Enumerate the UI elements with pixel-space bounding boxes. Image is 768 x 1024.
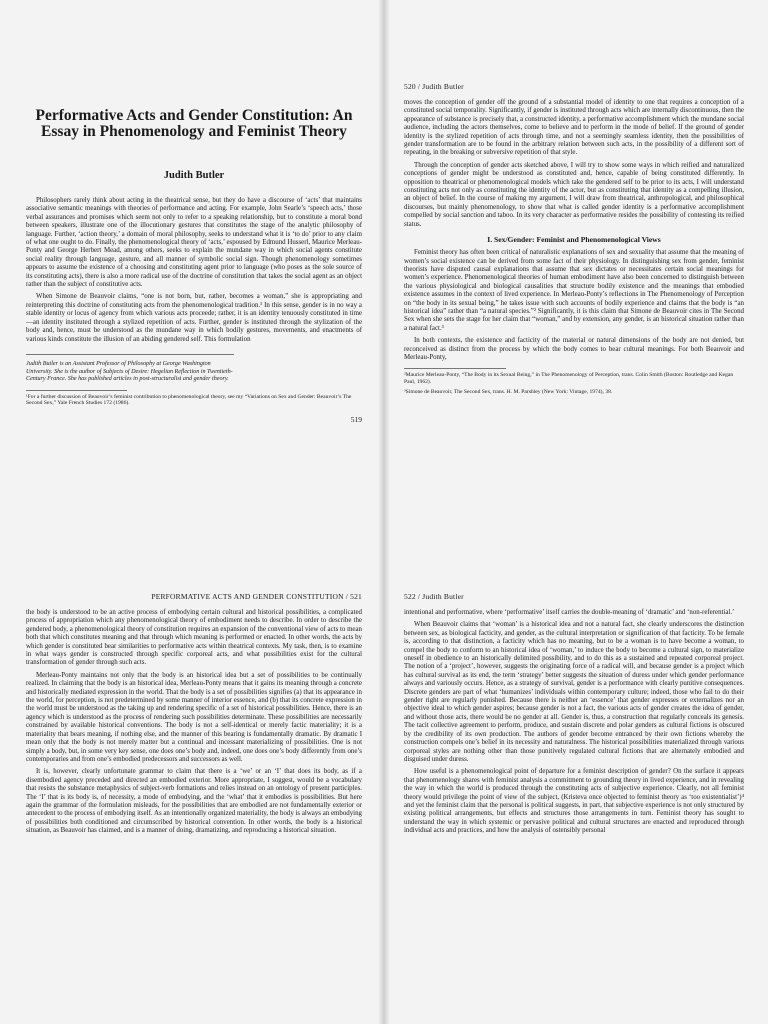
- paragraph: Feminist theory has often been critical of naturalistic explanations of sex and sexuality that assume that the meaning of women’s social existence can be derived from some fact of their physiology. In distinguishing sex from gender, feminist theorists have disputed causal explanations that assume that sex dictates or necessitates certain social meanings for women’s experience. Phenomenological theories of human embodiment have also been concerned to distinguish between the various physiological and biological causalities that structure bodily existence and the meanings that embodied existence assumes in the context of lived experience. In Merleau-Ponty’s reflections in The Phenomenology of Perception on “the body in its sexual being,” he takes issue with such accounts of bodily experience and claims that the body is “an historical idea” rather than “a natural species.”² Significantly, it is this claim that Simone de Beauvoir cites in The Second Sex when she sets the stage for her claim that “woman,” and by extension, any gender, is an historical situation rather than a natural fact.³: [404, 249, 744, 332]
- body-text: [404, 99, 744, 229]
- footnote-rule: [26, 390, 127, 391]
- article-title: Performative Acts and Gender Constitution: An Essay in Phenomenology and Feminist Theory: [35, 107, 353, 140]
- running-head: 520 / Judith Butler: [404, 82, 464, 91]
- page-520: [384, 0, 768, 510]
- paragraph: Through the conception of gender acts sketched above, I will try to show some ways in which reified and naturalized conceptions of gender might be understood as constituted and, hence, capable of being constituted differently. In opposition to theatrical or phenomenological models which take the gendered self to be prior to its acts, I will understand constituting acts not only as constituting the identity of the actor, but as constituting that identity as a compelling illusion, an object of belief. In the course of making my argument, I will draw from theatrical, anthropological, and philosophical discourses, but mainly phenomenology, to show that what is called gender identity is a performative accomplishment compelled by social sanction and taboo. In its very character as performative resides the possibility of contesting its reified status.: [404, 161, 744, 228]
- page-519: [0, 0, 384, 510]
- body-text: [26, 197, 362, 344]
- page-number: 519: [350, 415, 362, 425]
- paragraph: moves the conception of gender off the ground of a substantial model of identity to one that requires a conception of a constituted social temporality. Significantly, if gender is instituted through acts which are internally discontinuous, then the appearance of substance is precisely that, a constructed identity, a performative accomplishment which the mundane social audience, including the actors themselves, come to believe and to perform in the mode of belief. If the ground of gender identity is the stylized repetition of acts through time, and not a seemingly seamless identity, then the possibilities of gender transformation are to be found in the arbitrary relation between such acts, in the possibility of a different sort of repeating, in the breaking or subversive repetition of that style.: [404, 99, 744, 157]
- footnote: ¹For a further discussion of Beauvoir’s feminist contribution to phenomenological theory, see my “Variations on Sex and Gender: Beauvoir’s The Second Sex,” Yale French Studies 172 (1986).: [26, 393, 352, 407]
- paragraph: It is, however, clearly unfortunate grammar to claim that there is a ‘we’ or an ‘I’ that does its body, as if a disembodied agency preceded and directed an embodied exterior. More appropriate, I suggest, would be a vocabulary that resists the substance metaphysics of subject-verb formations and relies instead on an ontology of present participles. The ‘I’ that is its body is, of necessity, a mode of embodying, and the ‘what’ that it embodies is possibilities. But here again the grammar of the formulation misleads, for the possibilities that are embodied are not fundamentally exterior or antecedent to the process of embodying itself. As an intentionally organized materiality, the body is always an embodying of possibilities both conditioned and circumscribed by historical convention. In other words, the body is a historical situation, as Beauvoir has claimed, and is a manner of doing, dramatizing, and reproducing a historical situation.: [26, 768, 362, 835]
- paragraph: intentional and performative, where ‘performative’ itself carries the double-meaning of ‘dramatic’ and ‘non-referential.’: [404, 609, 735, 616]
- body-text: [404, 249, 744, 362]
- article-author: Judith Butler: [163, 170, 225, 181]
- paragraph: When Beauvoir claims that ‘woman’ is a historical idea and not a natural fact, she clearly underscores the distinction between sex, as biological facticity, and gender, as the cultural interpretation or signification of that facticity. To be female is, according to that distinction, a facticity which has no meaning, but to be a woman is to have become a woman, to compel the body to conform to an historical idea of ‘woman,’ to induce the body to become a cultural sign, to materialize oneself in obedience to an historically delimited possibility, and to do this as a sustained and repeated corporeal project. The notion of a ‘project’, however, suggests the originating force of a radical will, and because gender is a project which has cultural survival as its end, the term ‘strategy’ better suggests the situation of duress under which gender performance always and variously occurs. Hence, as a strategy of survival, gender is a performance with clearly punitive consequences. Discrete genders are part of what ‘humanizes’ individuals within contemporary culture; indeed, those who fail to do their gender right are regularly punished. Because there is neither an ‘essence’ that gender expresses or externalizes nor an objective ideal to which gender aspires; because gender is not a fact, the various acts of gender creates the idea of gender, and without those acts, there would be no gender at all. Gender is, thus, a construction that regularly conceals its genesis. The tacit collective agreement to perform, produce, and sustain discrete and polar genders as cultural fictions is obscured by the credibility of its own production. The authors of gender become entranced by their own fictions whereby the construction compels one’s belief in its necessity and naturalness. The historical possibilities materialized through various corporeal styles are nothing other than those punitively regulated cultural fictions that are alternately embodied and disguised under duress.: [404, 621, 744, 763]
- paragraph: Merleau-Ponty maintains not only that the body is an historical idea but a set of possibilities to be continually realized. In claiming that the body is an historical idea, Merleau-Ponty means that it gains its meaning through a concrete and historically mediated expression in the world. That the body is a set of possibilities signifies (a) that its appearance in the world, for perception, is not predetermined by some manner of interior essence, and (b) that its concrete expression in the world must be understood as the taking up and rendering specific of a set of historical possibilities. Hence, there is an agency which is understood as the process of rendering such possibilities determinate. These possibilities are necessarily constrained by available historical conventions. The body is not a self-identical or merely factic materiality; it is a materiality that bears meaning, if nothing else, and the manner of this bearing is fundamentally dramatic. By dramatic I mean only that the body is not merely matter but a continual and incessant materializing of possibilities. One is not simply a body, but, in some very key sense, one does one’s body and, indeed, one does one’s body differently from one’s contemporaries and from one’s embodied predecessors and successors as well.: [26, 671, 362, 763]
- paragraph: Philosophers rarely think about acting in the theatrical sense, but they do have a discourse of ‘acts’ that maintains associative semantic meanings with theories of performance and acting. For example, John Searle’s ‘speech acts,’ those verbal assurances and promises which seem not only to refer to a speaking relationship, but to constitute a moral bond between speakers, illustrate one of the illocutionary gestures that constitutes the stage of the analytic philosophy of language. Further, ‘action theory,’ a domain of moral philosophy, seeks to understand what it is ‘to do’ prior to any claim of what one ought to do. Finally, the phenomenological theory of ‘acts,’ espoused by Edmund Husserl, Maurice Merleau-Ponty and George Herbert Mead, among others, seeks to explain the mundane way in which social agents constitute social reality through language, gesture, and all manner of symbolic social sign. Though phenomenology sometimes appears to assume the existence of a choosing and constituting agent prior to language (who poses as the sole source of its constituting acts), there is also a more radical use of the doctrine of constitution that takes the social agent as an object rather than the subject of constitutive acts.: [26, 197, 362, 289]
- paragraph: the body is understood to be an active process of embodying certain cultural and historical possibilities, a complicated process of appropriation which any phenomenological theory of embodiment needs to describe. In order to describe the gendered body, a phenomenological theory of constitution requires an expansion of the conventional view of acts to mean both that which constitutes meaning and that through which meaning is performed or enacted. In other words, the acts by which gender is constituted bear similarities to performative acts within theatrical contexts. My task, then, is to examine in what ways gender is constructed through specific corporeal acts, and what possibilities exist for the cultural transformation of gender through such acts.: [26, 609, 362, 667]
- paragraph: How useful is a phenomenological point of departure for a feminist description of gender? On the surface it appears that phenomenology shares with feminist analysis a commitment to grounding theory in lived experience, and in revealing the way in which the world is produced through the constituting acts of subjective experience. Clearly, not all feminist theory would privilege the point of view of the subject, (Kristeva once objected to feminist theory as ‘too existentialist’)⁴ and yet the feminist claim that the personal is political suggests, in part, that subjective experience is not only structured by existing political arrangements, but effects and structures those arrangements in turn. Feminist theory has sought to understand the way in which systemic or pervasive political and cultural structures are enacted and reproduced through individual acts and practices, and how the analysis of ostensibly personal: [404, 768, 744, 835]
- spine-shadow: [384, 0, 390, 510]
- section-heading: I. Sex/Gender: Feminist and Phenomenological Views: [487, 235, 661, 245]
- running-head: 522 / Judith Butler: [404, 592, 464, 601]
- page-521: [0, 510, 384, 1024]
- footnote: ³Simone de Beauvoir, The Second Sex, trans. H. M. Parshley (New York: Vintage, 1974), 38.: [404, 388, 613, 395]
- body-text: [404, 609, 744, 836]
- author-bio: Judith Butler is an Assistant Professor of Philosophy at George Washington University. She is the author of Subjects of Desire: Hegelian Reflection in Twentieth-Century France. She has published articles in post-structuralist and gender theory.: [26, 354, 234, 384]
- paragraph: When Simone de Beauvoir claims, “one is not born, but, rather, becomes a woman,” she is appropriating and reinterpreting this doctrine of constituting acts from the phenomenological tradition.¹ In this sense, gender is in no way a stable identity or locus of agency from which various acts proceede; rather, it is an identity tenuously constituted in time—an identity instituted through a stylized repetition of acts. Further, gender is instituted through the stylization of the body and, hence, must be understood as the mundane way in which bodily gestures, movements, and enactments of various kinds constitute the illusion of an abiding gendered self. This formulation: [26, 293, 362, 343]
- footnote: ²Maurice Merleau-Ponty, “The Body in its Sexual Being,” in The Phenomenology of Perception, trans. Colin Smith (Boston: Routledge and Kegan Paul, 1962).: [404, 372, 734, 386]
- page-522: [384, 510, 768, 1024]
- spine-shadow: [384, 510, 390, 1024]
- footnote-rule: [404, 368, 506, 369]
- running-head: PERFORMATIVE ACTS AND GENDER CONSTITUTION / 521: [151, 592, 362, 601]
- body-text: [26, 609, 362, 836]
- paragraph: In both contexts, the existence and facticity of the material or natural dimensions of the body are not denied, but reconceived as distinct from the process by which the body comes to bear cultural meanings. For both Beauvoir and Merleau-Ponty,: [404, 337, 744, 361]
